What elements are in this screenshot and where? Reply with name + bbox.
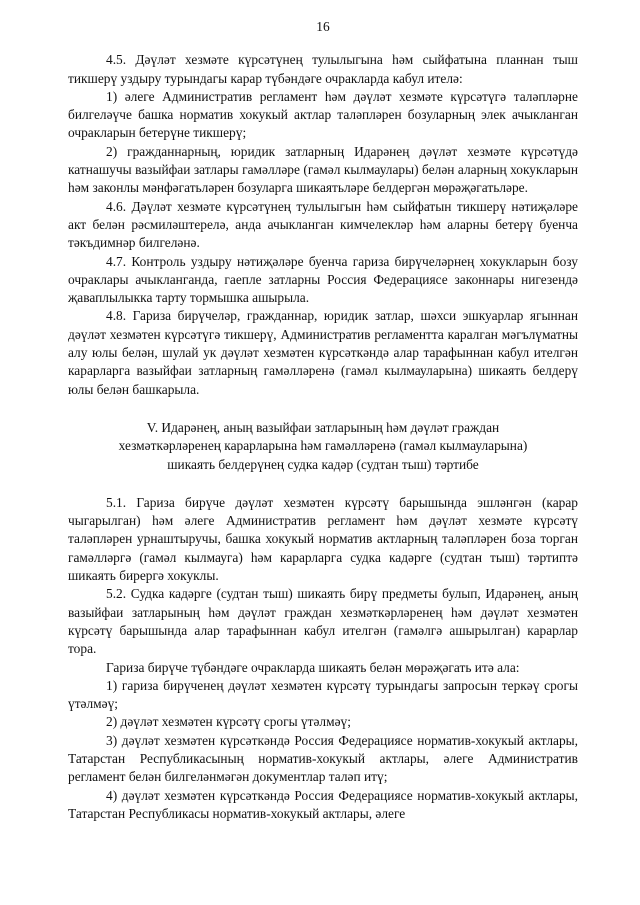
paragraph-4-8: 4.8. Гариза бирүчеләр, гражданнар, юридик затлар, шәхси эшкуарлар ягыннан дәүләт хезмәтен күрсәтүгә тикшерү, Административ регламентта каралган мәгълүматны алу юлы белән, шулай ук дәүләт хезмәтен күрсәткәндә алар тарафыннан кабул ителгән карарларга вазыйфаи затларның гамәлләренә (гамәл кылмауларына) шикаять белдерү юлы белән башкарыла. (68, 308, 578, 397)
list-item-4-5-1: 1) әлеге Административ регламент һәм дәүләт хезмәте күрсәтүгә таләпләрне билгеләүче башка норматив хокукый актлар таләпләрен бозуларның элек ачыкланган очракларын бетерүне тикшерү; (68, 88, 578, 141)
paragraph-4-6: 4.6. Дәүләт хезмәте күрсәтүнең тулылыгын һәм сыйфатын тикшерү нәтиҗәләре акт белән рәсмиләштерелә, анда ачыкланган кимчелекләр һәм аларны бетерү буенча тәкъдимнәр билгеләнә. (68, 198, 578, 251)
list-item-complaint-1: 1) гариза бирүченең дәүләт хезмәтен күрсәтү турындагы запросын теркәү срогы үтәлмәү; (68, 677, 578, 712)
document-page (68, 18, 578, 823)
list-item-complaint-3: 3) дәүләт хезмәтен күрсәткәндә Россия Федерациясе норматив-хокукый актлары, Татарстан Республикасының норматив-хокукый актлары, әлеге Административ регламент белән билгеләнмәгән документлар таләп итү; (68, 732, 578, 785)
paragraph-5-1: 5.1. Гариза бирүче дәүләт хезмәтен күрсәтү барышында эшләнгән (карар чыгарылган) һәм әлеге Административ регламент һәм дәүләт хезмәте күрсәтү таләпләрен урнаштыручы, башка хокукый норматив актларның таләпләрен боза торган гамәлләргә (гамәл кылмауга) һәм карарларга судка кадәрге (судтан тыш) тәртиптә шикаять бирергә хокуклы. (68, 494, 578, 584)
paragraph-complaint-cases: Гариза бирүче түбәндәге очракларда шикаять белән мөрәҗәгать итә ала: (106, 659, 520, 675)
list-item-4-5-2: 2) гражданнарның, юридик затларның Идарәнең дәүләт хезмәте күрсәтүдә катнашучы вазыйфаи затлары гамәлләре (гамәл кылмаулары) белән аларның хокукларын һәм законлы мәнфәгатьләрен бозуларга шикаятьләре белдергән мөрәҗәгатьләре. (68, 143, 578, 196)
section-heading-line: V. Идарәнең, аның вазыйфаи затларының һәм дәүләт граждан (146, 419, 500, 435)
paragraph-4-5: 4.5. Дәүләт хезмәте күрсәтүнең тулылыгына һәм сыйфатына планнан тыш тикшерү уздыру турындагы карар түбәндәге очракларда кабул ителә: (68, 52, 578, 86)
list-item-complaint-2: 2) дәүләт хезмәтен күрсәтү срогы үтәлмәү; (106, 714, 351, 730)
page-number: 16 (316, 19, 330, 34)
list-item-complaint-4: 4) дәүләт хезмәтен күрсәткәндә Россия Федерациясе норматив-хокукый актлары, Татарстан Республикасы норматив-хокукый актлары, әлеге (68, 787, 578, 821)
section-heading-line: шикаять белдерүнең судка кадәр (судтан тыш) тәртибе (167, 456, 479, 472)
paragraph-4-7: 4.7. Контроль уздыру нәтиҗәләре буенча гариза бирүчеләрнең хокукларын бозу очраклары ачыкланганда, гаепле затларны Россия Федерациясе законнары нигезендә җаваплылыкка тарту тормышка ашырыла. (68, 253, 578, 306)
section-heading-line: хезмәткәрләренең карарларына һәм гамәлләренә (гамәл кылмауларына) (118, 438, 528, 454)
paragraph-5-2: 5.2. Судка кадәрге (судтан тыш) шикаять бирү предметы булып, Идарәнең, аның вазыйфаи затларының һәм дәүләт граждан хезмәткәрләренең һәм дәүләт хезмәтен күрсәтү барышында алар тарафыннан кабул ителгән (гамәлгә ашырылган) карарлар тора. (68, 586, 578, 657)
section-heading (68, 419, 578, 474)
